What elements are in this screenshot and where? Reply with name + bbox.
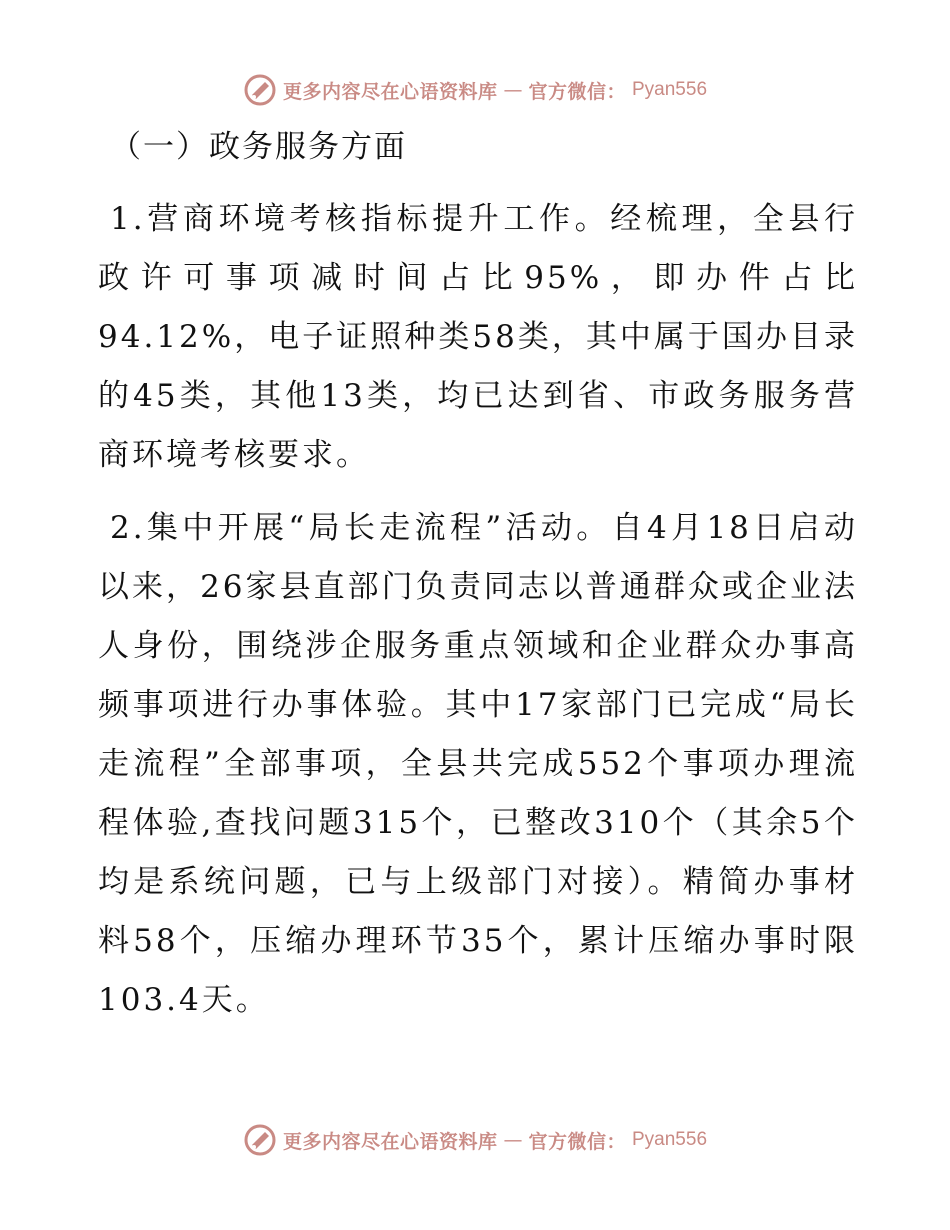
watermark-separator: —	[503, 1129, 523, 1151]
watermark-label: 官方微信：	[528, 80, 626, 103]
watermark-logo-icon	[243, 73, 277, 107]
watermark-label: 官方微信：	[528, 1130, 626, 1153]
section-title: （一）政务服务方面	[110, 129, 407, 165]
document-body	[98, 122, 858, 1044]
watermark-id: Pyan556	[632, 1129, 708, 1150]
paragraph-1: 1.营商环境考核指标提升工作。经梳理，全县行政许可事项减时间占比95%，即办件占比94.12%，电子证照种类58类，其中属于国办目录的45类，其他13类，均已达到省、市政务服务营商环境考核要求。	[98, 201, 858, 473]
watermark-text: 更多内容尽在心语资料库	[282, 80, 498, 103]
header-watermark	[0, 70, 950, 110]
watermark-text: 更多内容尽在心语资料库	[282, 1130, 498, 1153]
footer-watermark	[0, 1120, 950, 1160]
watermark-separator: —	[503, 79, 523, 101]
watermark-logo-icon	[243, 1123, 277, 1157]
watermark-id: Pyan556	[632, 79, 708, 100]
paragraph-2: 2.集中开展“局长走流程”活动。自4月18日启动以来，26家县直部门负责同志以普通群众或企业法人身份，围绕涉企服务重点领域和企业群众办事高频事项进行办事体验。其中17家部门已完成“局长走流程”全部事项，全县共完成552个事项办理流程体验,查找问题315个，已整改310个（其余5个均是系统问题，已与上级部门对接）。精简办事材料58个，压缩办理环节35个，累计压缩办事时限103.4天。	[98, 510, 858, 1018]
